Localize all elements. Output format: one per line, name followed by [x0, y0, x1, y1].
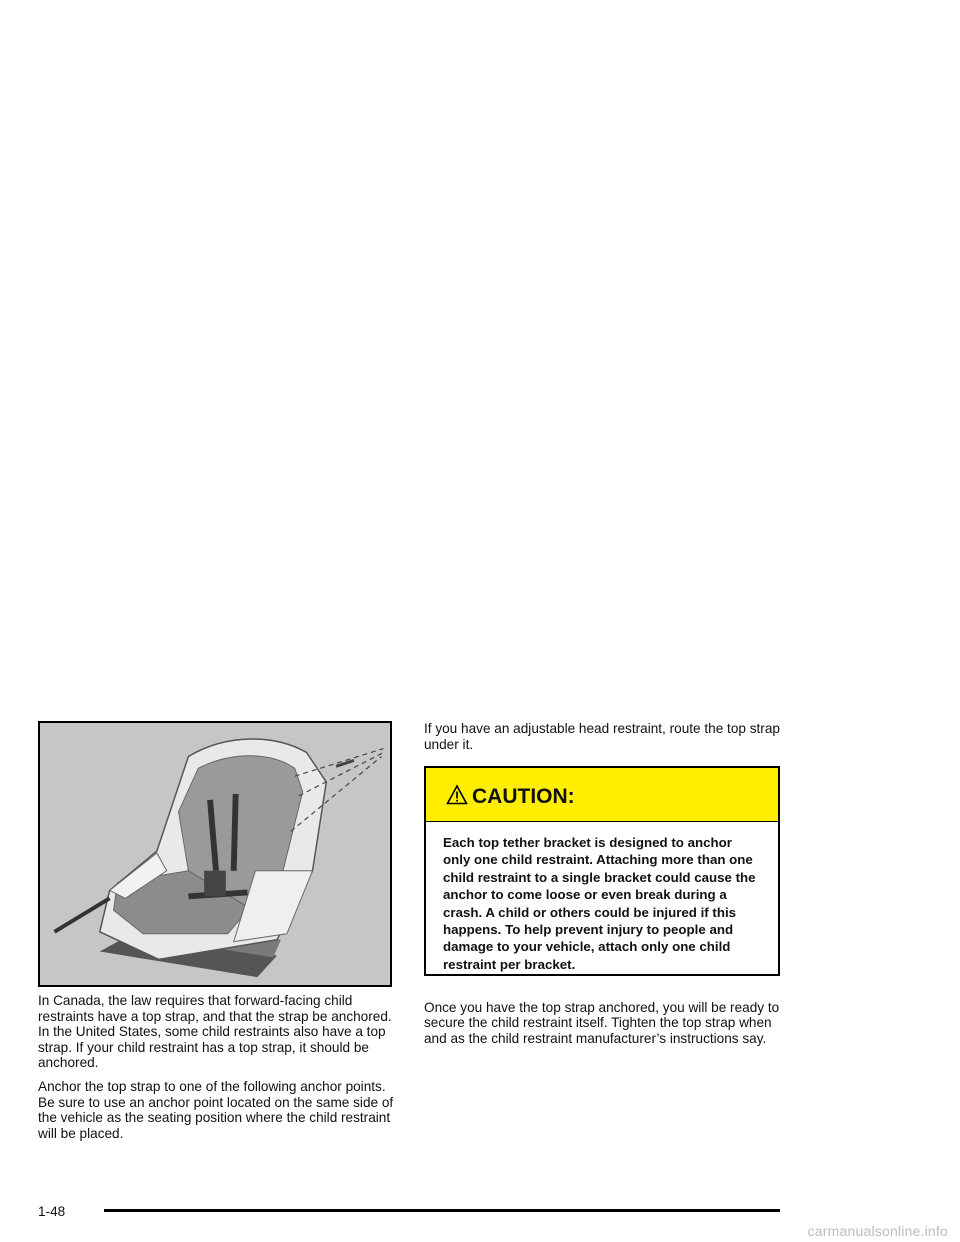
paragraph-secure-restraint: Once you have the top strap anchored, you will be ready to secure the child restraint itself. Tighten the top strap when and as the child restraint manufacturer’s instructions say. — [424, 999, 780, 1046]
child-seat-drawing — [40, 723, 390, 985]
caution-title: CAUTION: — [472, 784, 575, 808]
watermark: carmanualsonline.info — [807, 1223, 948, 1239]
caution-header — [426, 768, 778, 822]
paragraph-canada-law: In Canada, the law requires that forward-facing child restraints have a top strap, and that the strap be anchored. In the United States, some child restraints also have a top strap. If your child restraint has a top strap, it should be anchored. — [38, 993, 392, 1071]
paragraph-anchor-points: Anchor the top strap to one of the following anchor points. Be sure to use an anchor point located on the same side of the vehicle as the seating position where the child restraint will be placed. — [38, 1078, 394, 1141]
caution-text: Each top tether bracket is designed to anchor only one child restraint. Attaching more than one child restraint to a single bracket could cause the anchor to come loose or even break during a crash. A child or others could be injured if this happens. To help prevent injury to people and damage to your vehicle, attach only one child restraint per bracket. — [443, 835, 756, 972]
right-column-after — [424, 986, 794, 1060]
caution-box — [424, 766, 780, 976]
right-column-intro — [424, 721, 784, 760]
left-column — [38, 993, 400, 1149]
child-seat-illustration — [38, 721, 392, 987]
warning-triangle-icon — [446, 784, 468, 806]
page-number: 1-48 — [38, 1204, 66, 1219]
footer-rule — [104, 1209, 780, 1212]
paragraph-head-restraint: If you have an adjustable head restraint, route the top strap under it. — [424, 721, 780, 752]
